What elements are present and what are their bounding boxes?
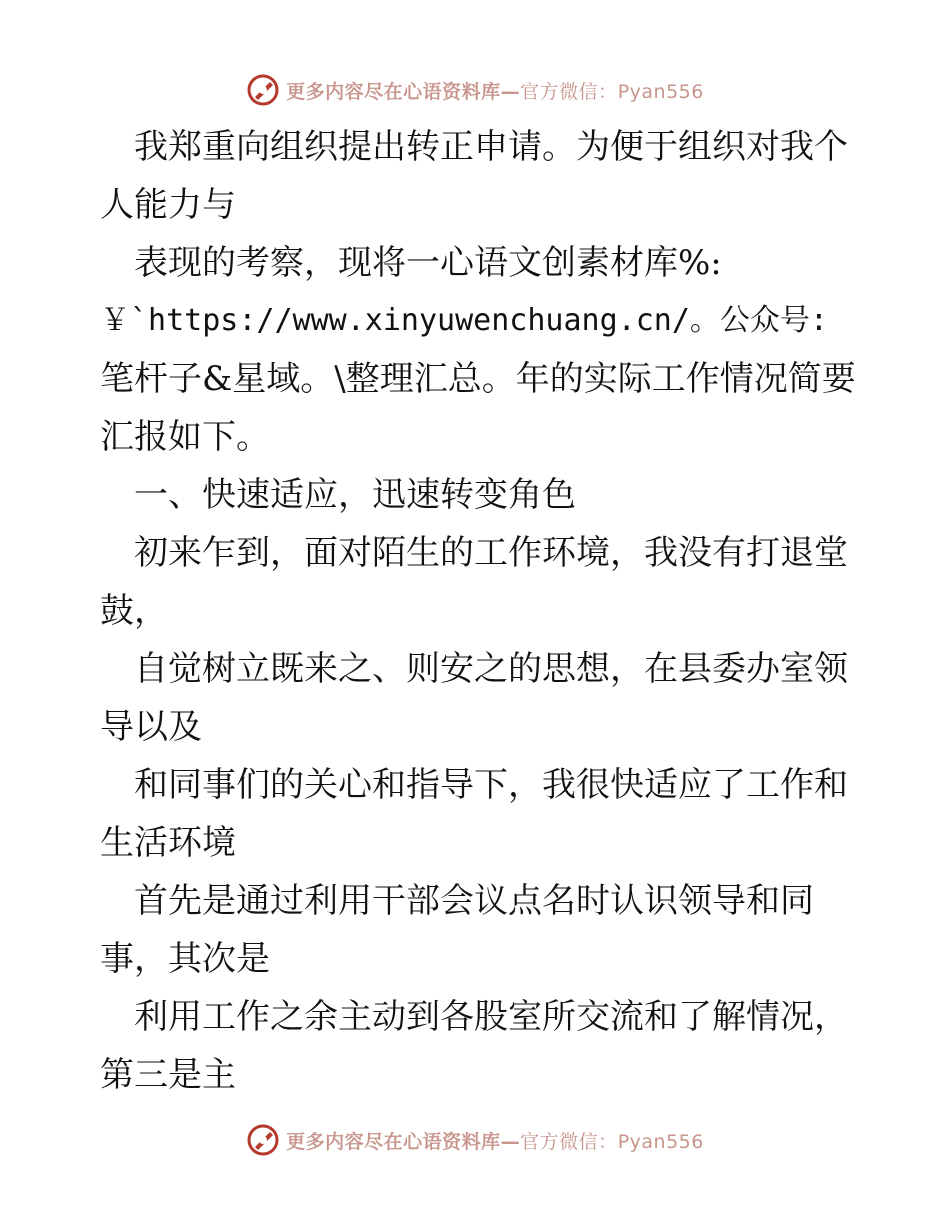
text-line: 事，其次是 — [100, 939, 270, 979]
text-line: 鼓， — [100, 591, 168, 631]
text-line: 自觉树立既来之、则安之的思想，在县委办室领 — [134, 649, 848, 689]
text-line: 首先是通过利用干部会议点名时认识领导和同 — [134, 881, 814, 921]
footer-banner-text — [286, 1127, 704, 1154]
footer-dash: — — [500, 1130, 521, 1153]
footer-watermark-banner — [0, 1120, 950, 1160]
brand-logo-icon — [246, 1123, 280, 1157]
text-line: 利用工作之余主动到各股室所交流和了解情况， — [134, 997, 848, 1037]
text-line: 第三是主 — [100, 1055, 236, 1095]
text-line: 初来乍到，面对陌生的工作环境，我没有打退堂 — [134, 533, 848, 573]
text-line: 和同事们的关心和指导下，我很快适应了工作和 — [134, 765, 848, 805]
header-wechat-id: Pyan556 — [617, 80, 704, 103]
text-line: 笔杆子&星域。\整理汇总。年的实际工作情况简要 — [100, 359, 856, 399]
text-line: 导以及 — [100, 707, 202, 747]
text-line: 汇报如下。 — [100, 417, 270, 457]
footer-wechat-label: 官方微信： — [520, 1130, 618, 1153]
text-line: 我郑重向组织提出转正申请。为便于组织对我个 — [134, 127, 848, 167]
section-heading: 一、快速适应，迅速转变角色 — [134, 475, 576, 515]
text-line: 人能力与 — [100, 185, 236, 225]
brand-logo-icon — [246, 73, 280, 107]
footer-wechat-id: Pyan556 — [617, 1130, 704, 1153]
header-wechat-label: 官方微信： — [520, 80, 618, 103]
header-banner-text — [286, 77, 704, 104]
text-line: 表现的考察，现将一心语文创素材库%: — [134, 243, 722, 283]
footer-site-text: 更多内容尽在心语资料库 — [286, 1130, 501, 1153]
document-body — [100, 118, 860, 1104]
text-line-url: ￥`https://www.xinyuwenchuang.cn/。公众号: — [100, 303, 828, 338]
text-line: 生活环境 — [100, 823, 236, 863]
header-dash: — — [500, 80, 521, 103]
header-site-text: 更多内容尽在心语资料库 — [286, 80, 501, 103]
header-watermark-banner — [0, 70, 950, 110]
